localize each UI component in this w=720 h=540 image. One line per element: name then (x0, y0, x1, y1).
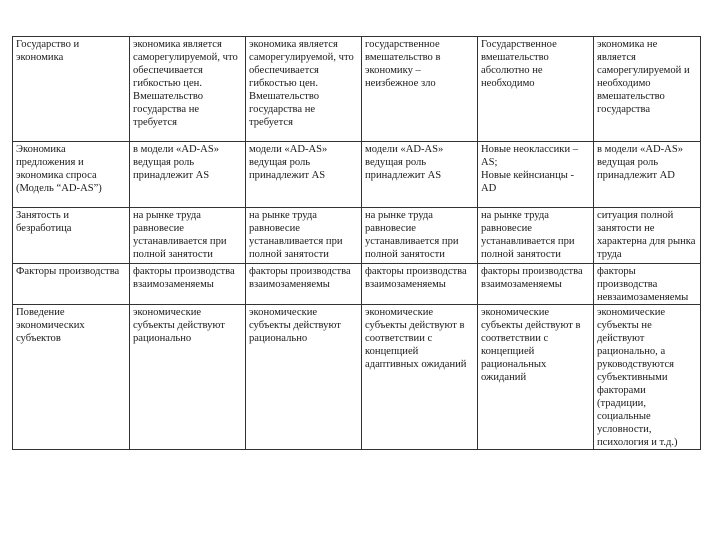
table-cell (594, 264, 701, 305)
cell-text: экономические субъекты действуют в соответствии с концепцией адаптивных ожиданий (365, 307, 467, 370)
table-cell (246, 142, 362, 208)
cell-text: факторы производства невзаимозаменяемы (597, 266, 689, 303)
cell-text: Факторы производства (16, 266, 120, 277)
table-cell (594, 37, 701, 142)
cell-text: Государственное вмешательство абсолютно не необходимо (481, 39, 557, 89)
table-cell (594, 142, 701, 208)
table-cell (246, 37, 362, 142)
table-cell (130, 264, 246, 305)
table-cell (478, 208, 594, 264)
row-header-cell (13, 37, 130, 142)
row-header-cell (13, 142, 130, 208)
table-row-production-factors (13, 264, 701, 305)
row-header-cell (13, 208, 130, 264)
table-row-state-and-economy (13, 37, 701, 142)
table-row-employment (13, 208, 701, 264)
cell-text: на рынке труда равновесие устанавливается при полной занятости (249, 210, 343, 260)
cell-text: факторы производства взаимозаменяемы (133, 266, 235, 290)
table-cell (130, 305, 246, 450)
table-cell (594, 208, 701, 264)
table-cell (478, 142, 594, 208)
table-cell (130, 37, 246, 142)
cell-text: факторы производства взаимозаменяемы (365, 266, 467, 290)
cell-text: экономические субъекты действуют в соответствии с концепцией рациональных ожиданий (481, 307, 581, 383)
cell-text: Новые неоклассики – AS; Новые кейнсианцы - AD (481, 144, 579, 194)
row-header-cell (13, 264, 130, 305)
cell-text: экономические субъекты не действуют рационально, а руководствуются субъективными факторами (традиции, социальные условности, психология и т.д.) (597, 307, 678, 448)
cell-text: Поведение экономических субъектов (16, 307, 85, 344)
cell-text: Государство и экономика (16, 39, 80, 63)
cell-text: экономические субъекты действуют рационально (249, 307, 341, 344)
table-cell (362, 305, 478, 450)
cell-text: модели «AD-AS» ведущая роль принадлежит AS (365, 144, 444, 181)
cell-text: государственное вмешательство в экономику – неизбежное зло (365, 39, 441, 89)
comparison-table (12, 36, 701, 450)
table-row-economic-behavior (13, 305, 701, 450)
cell-text: на рынке труда равновесие устанавливается при полной занятости (365, 210, 459, 260)
table-cell (478, 264, 594, 305)
cell-text: на рынке труда равновесие устанавливается при полной занятости (133, 210, 227, 260)
cell-text: в модели «AD-AS» ведущая роль принадлежит AD (597, 144, 684, 181)
table-cell (246, 208, 362, 264)
table-cell (362, 264, 478, 305)
cell-text: ситуация полной занятости не характерна для рынка труда (597, 210, 696, 260)
cell-text: экономические субъекты действуют рационально (133, 307, 225, 344)
cell-text: экономика не является саморегулируемой и необходимо вмешательство государства (597, 39, 690, 115)
table-cell (362, 208, 478, 264)
table-cell (478, 37, 594, 142)
row-header-cell (13, 305, 130, 450)
table-row-supply-demand (13, 142, 701, 208)
cell-text: модели «AD-AS» ведущая роль принадлежит AS (249, 144, 328, 181)
table-cell (130, 142, 246, 208)
table-cell (478, 305, 594, 450)
table-cell (246, 305, 362, 450)
cell-text: Экономика предложения и экономика спроса (Модель “AD-AS”) (16, 144, 102, 194)
cell-text: на рынке труда равновесие устанавливается при полной занятости (481, 210, 575, 260)
table-cell (246, 264, 362, 305)
cell-text: факторы производства взаимозаменяемы (249, 266, 351, 290)
cell-text: факторы производства взаимозаменяемы (481, 266, 583, 290)
cell-text: в модели «AD-AS» ведущая роль принадлежит AS (133, 144, 220, 181)
comparison-table-container (12, 36, 700, 450)
table-cell (130, 208, 246, 264)
table-cell (594, 305, 701, 450)
table-cell (362, 37, 478, 142)
table-cell (362, 142, 478, 208)
cell-text: Занятость и безработица (16, 210, 72, 234)
cell-text: экономика является саморегулируемой, что обеспечивается гибкостью цен. Вмешательство государства не требуется (249, 39, 354, 128)
cell-text: экономика является саморегулируемой, что обеспечивается гибкостью цен. Вмешательство государства не требуется (133, 39, 238, 128)
